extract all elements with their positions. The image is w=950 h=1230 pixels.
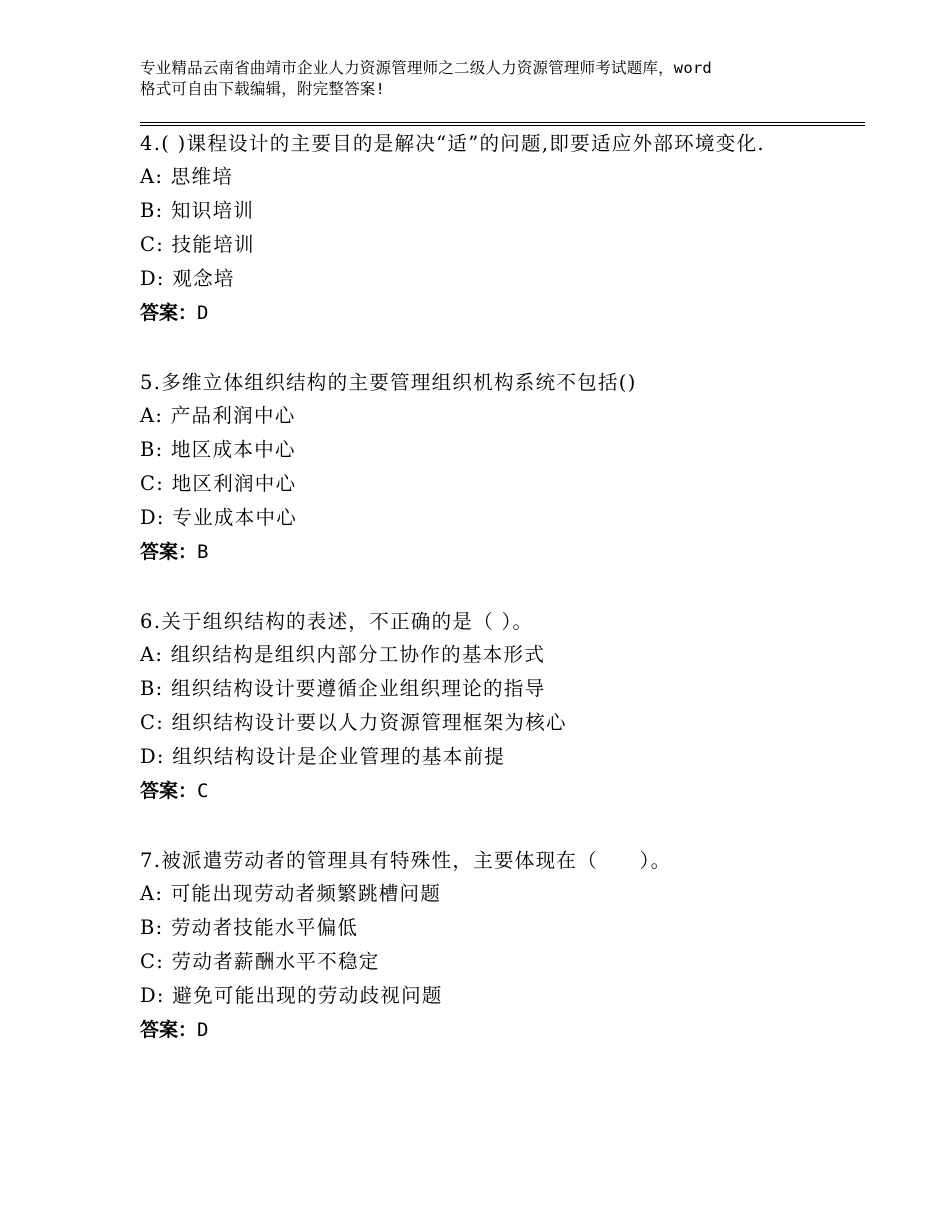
option-b: B: 知识培训 — [140, 199, 255, 222]
answer-line — [140, 296, 840, 330]
answer-line — [140, 774, 840, 808]
option-d: D: 专业成本中心 — [140, 506, 298, 529]
option-a: A: 组织结构是组织内部分工协作的基本形式 — [140, 643, 546, 666]
answer-label: 答案： — [140, 302, 198, 324]
header-line-2: 格式可自由下载编辑，附完整答案! — [140, 80, 386, 98]
option-d: D: 避免可能出现的劳动歧视问题 — [140, 984, 443, 1007]
question-text: 6.关于组织结构的表述，不正确的是（ ）。 — [140, 610, 534, 633]
option-d: D: 观念培 — [140, 267, 235, 290]
answer-line — [140, 535, 840, 569]
option-b: B: 地区成本中心 — [140, 438, 296, 461]
option-d: D: 组织结构设计是企业管理的基本前提 — [140, 745, 506, 768]
option-a: A: 产品利润中心 — [140, 404, 296, 427]
answer-label: 答案： — [140, 1019, 198, 1041]
question-text: 5.多维立体组织结构的主要管理组织机构系统不包括() — [140, 371, 637, 394]
option-c: C: 组织结构设计要以人力资源管理框架为核心 — [140, 711, 567, 734]
header-line-1: 专业精品云南省曲靖市企业人力资源管理师之二级人力资源管理师考试题库，word — [140, 59, 712, 77]
option-a: A: 思维培 — [140, 165, 234, 188]
question-text: 7.被派遣劳动者的管理具有特殊性，主要体现在（ ）。 — [140, 849, 672, 872]
question-6 — [140, 606, 840, 808]
option-b: B: 组织结构设计要遵循企业组织理论的指导 — [140, 677, 546, 700]
answer-line — [140, 1013, 840, 1047]
answer-label: 答案： — [140, 780, 198, 802]
option-c: C: 劳动者薪酬水平不稳定 — [140, 950, 380, 973]
option-c: C: 技能培训 — [140, 233, 255, 256]
answer-value: B — [197, 541, 209, 563]
question-list — [140, 128, 840, 1084]
header-rule-bottom — [140, 125, 865, 126]
answer-value: D — [197, 302, 209, 324]
question-4 — [140, 128, 840, 330]
question-5 — [140, 367, 840, 569]
option-b: B: 劳动者技能水平偏低 — [140, 916, 359, 939]
answer-value: C — [197, 780, 209, 802]
question-7 — [140, 845, 840, 1047]
question-text: 4.( )课程设计的主要目的是解决“适”的问题,即要适应外部环境变化. — [140, 132, 765, 155]
header-rule-top — [140, 122, 865, 123]
answer-value: D — [197, 1019, 209, 1041]
option-c: C: 地区利润中心 — [140, 472, 297, 495]
document-header — [140, 58, 840, 100]
answer-label: 答案： — [140, 541, 198, 563]
option-a: A: 可能出现劳动者频繁跳槽问题 — [140, 882, 442, 905]
